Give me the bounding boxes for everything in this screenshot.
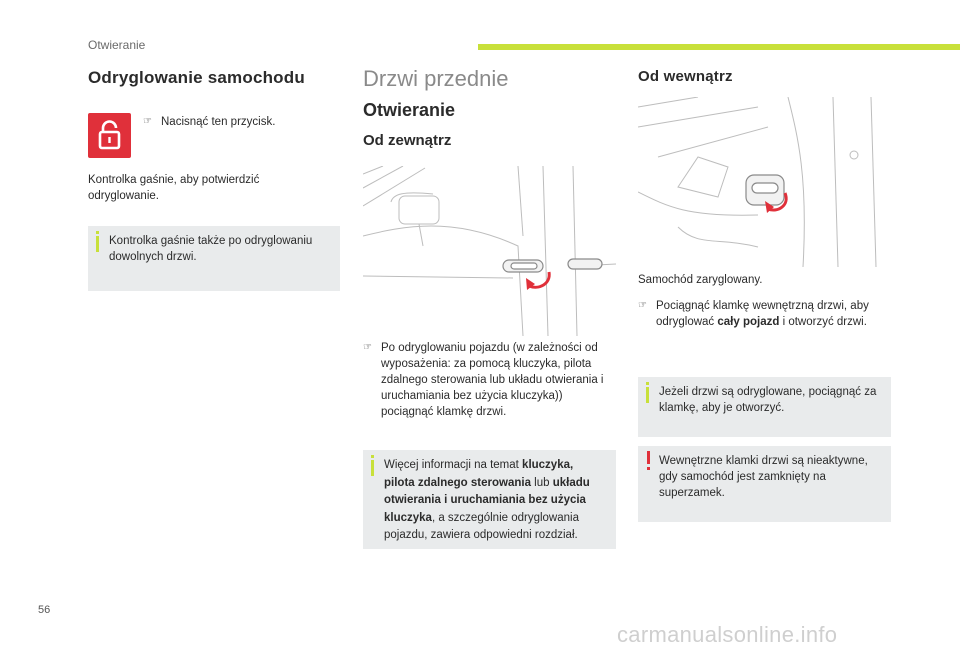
bullet-press-button: ☞ Nacisnąć ten przycisk.	[143, 116, 276, 128]
unlock-padlock-icon	[88, 113, 131, 158]
state-locked-text: Samochód zaryglowany.	[638, 274, 763, 286]
heading-odryglowanie: Odryglowanie samochodu	[88, 68, 305, 87]
info-icon	[646, 387, 649, 403]
bullet-open-inside	[638, 298, 888, 330]
info-note-unlocked: Jeżeli drzwi są odryglowane, pociągnąć za klamkę, aby je otworzyć.	[638, 377, 891, 437]
bullet-marker: ☞	[143, 116, 152, 127]
exterior-door-handle-illustration	[363, 166, 616, 336]
info-icon	[96, 236, 99, 252]
lamp-text: Kontrolka gaśnie, aby potwierdzić odryglowanie.	[88, 174, 260, 202]
warning-icon	[647, 451, 650, 464]
bullet-open-outside: ☞ Po odryglowaniu pojazdu (w zależności od wyposażenia: za pomocą kluczyka, pilota zdalnego sterowania lub układu otwierania i uruchamiania bez użycia kluczyka)) pociągnąć klamkę drzwi.	[363, 342, 604, 418]
info-note: Kontrolka gaśnie także po odryglowaniu dowolnych drzwi.	[88, 226, 340, 291]
page-number: 56	[38, 604, 51, 616]
header-accent-bar	[478, 44, 960, 50]
watermark: carmanualsonline.info	[617, 622, 838, 647]
inside-bullet-text: Pociągnąć klamkę wewnętrzną drzwi, aby odryglować cały pojazd i otworzyć drzwi.	[656, 300, 869, 328]
section-od-zewnatrz: Od zewnątrz	[363, 132, 452, 149]
warning-note-superlock: Wewnętrzne klamki drzwi są nieaktywne, gdy samochód jest zamknięty na superzamek.	[638, 446, 891, 522]
info-note-keys	[363, 450, 616, 549]
bullet-marker: ☞	[363, 342, 372, 353]
subtitle-otwieranie: Otwieranie	[363, 100, 456, 120]
section-od-wewnatrz: Od wewnątrz	[638, 68, 733, 85]
keys-note-text: Więcej informacji na temat kluczyka, pilota zdalnego sterowania lub układu otwierania i uruchamiania bez użycia kluczyka, a szczególnie odryglowania pojazdu, zawiera odpowiedni rozdział.	[384, 459, 590, 541]
interior-door-handle-illustration	[638, 97, 891, 267]
page-big-title: Drzwi przednie	[363, 66, 509, 91]
info-icon	[371, 460, 374, 476]
running-header: Otwieranie	[88, 38, 146, 52]
bullet-marker: ☞	[638, 300, 647, 311]
